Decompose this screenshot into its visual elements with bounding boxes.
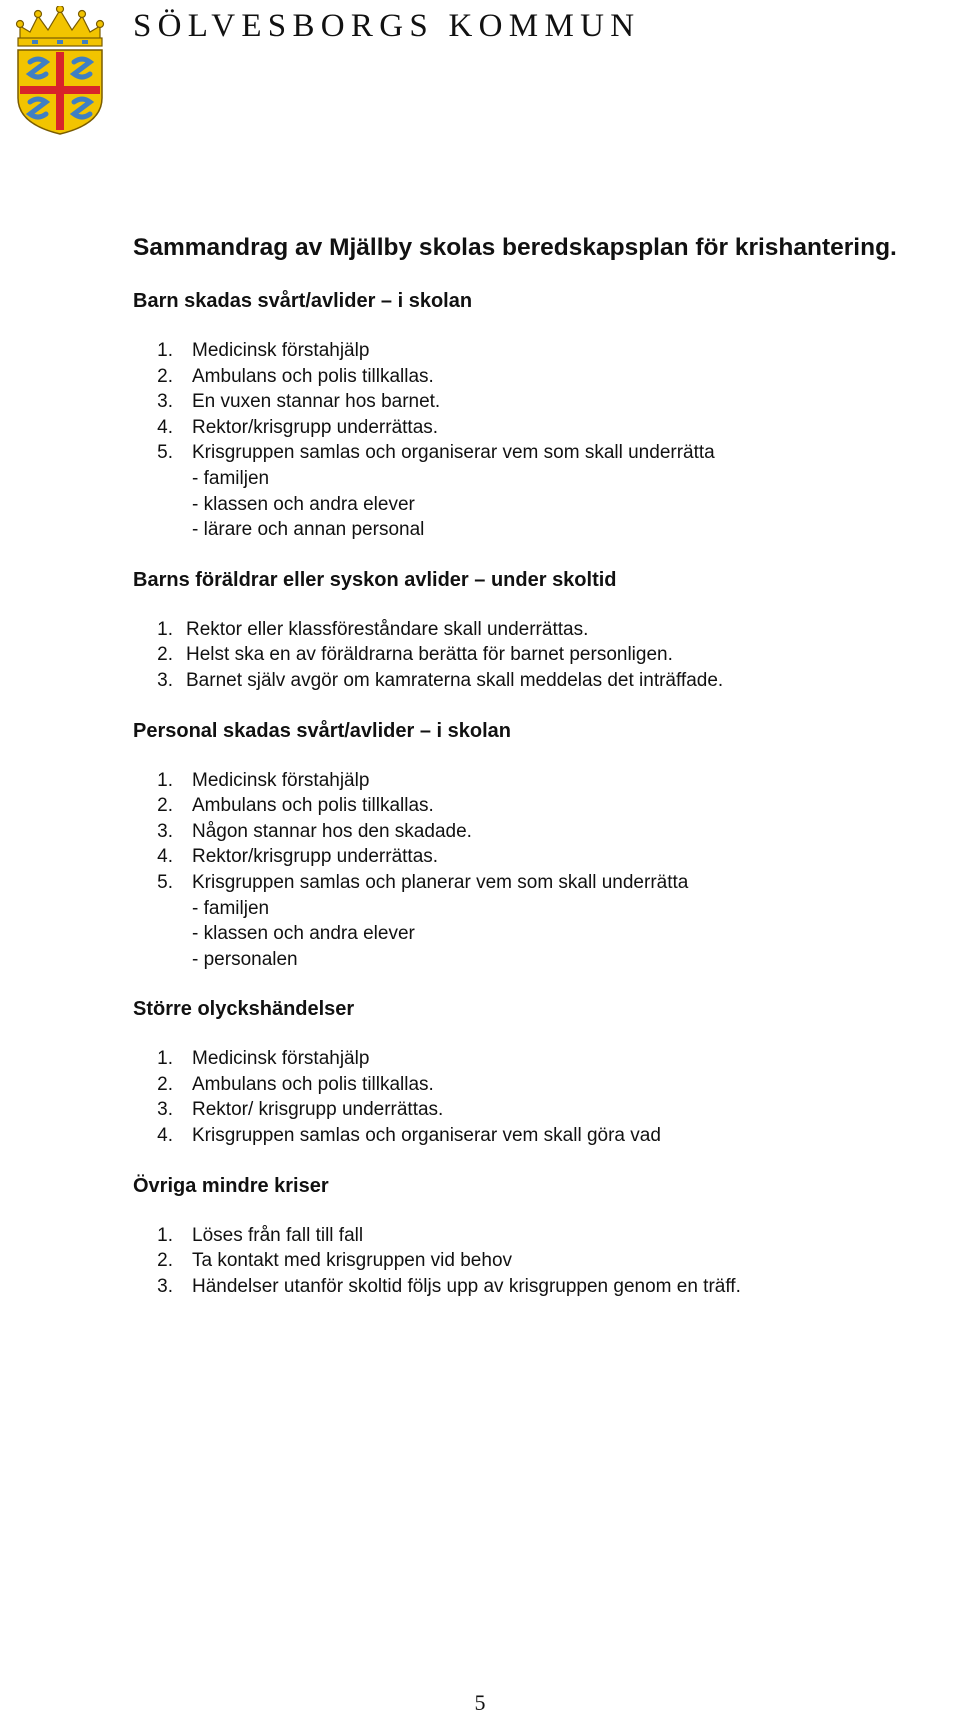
list-item-text: Rektor eller klassföreståndare skall underrättas.	[186, 618, 589, 640]
list-item	[133, 338, 943, 364]
list-item	[133, 415, 943, 441]
list-item	[133, 819, 943, 845]
list-item-body	[192, 1097, 943, 1123]
list-item	[133, 793, 943, 819]
document-title: Sammandrag av Mjällby skolas beredskapsplan för krishantering.	[133, 234, 897, 261]
list-item-number: 2.	[157, 1073, 173, 1095]
list-subitem: - familjen	[192, 467, 270, 489]
section	[133, 567, 943, 694]
municipality-name: SÖLVESBORGS KOMMUN	[133, 8, 641, 44]
list-item-body	[192, 844, 943, 870]
list-item-body	[192, 1248, 943, 1274]
list-item-body	[186, 642, 943, 668]
numbered-list	[133, 338, 943, 543]
list-item-number: 1.	[157, 618, 173, 640]
list-item	[133, 1274, 943, 1300]
list-item-text: Medicinsk förstahjälp	[192, 1048, 370, 1070]
list-item-body	[192, 870, 943, 972]
page-header	[0, 0, 960, 140]
list-item-number: 1.	[157, 1048, 173, 1070]
list-subitem: - klassen och andra elever	[192, 923, 415, 945]
sections-container	[133, 288, 943, 1299]
list-item-body	[192, 768, 943, 794]
list-item-body	[192, 440, 943, 542]
section	[133, 1173, 943, 1300]
numbered-list	[133, 768, 943, 973]
list-item-number: 2.	[157, 365, 173, 387]
list-item	[133, 870, 943, 972]
list-item-text: Barnet själv avgör om kamraterna skall meddelas det inträffade.	[186, 669, 724, 691]
list-item	[133, 1072, 943, 1098]
list-item-number: 4.	[157, 1125, 173, 1147]
list-item-number: 2.	[157, 644, 173, 666]
list-item-text: Krisgruppen samlas och organiserar vem skall göra vad	[192, 1125, 661, 1147]
section-heading: Större olyckshändelser	[133, 998, 355, 1021]
list-item-text: Medicinsk förstahjälp	[192, 769, 370, 791]
section	[133, 718, 943, 973]
list-item-text: Rektor/krisgrupp underrättas.	[192, 416, 439, 438]
list-item	[133, 844, 943, 870]
document-body	[133, 232, 943, 1299]
list-item-body	[192, 1223, 943, 1249]
section	[133, 288, 943, 543]
list-item	[133, 1097, 943, 1123]
list-item-number: 2.	[157, 1250, 173, 1272]
list-item-number: 4.	[157, 846, 173, 868]
list-item-text: Ta kontakt med krisgruppen vid behov	[192, 1250, 513, 1272]
list-item-number: 3.	[157, 391, 173, 413]
list-item-body	[186, 617, 943, 643]
list-item-text: Krisgruppen samlas och organiserar vem som skall underrätta	[192, 442, 715, 464]
list-item	[133, 389, 943, 415]
list-item-number: 3.	[157, 820, 173, 842]
list-item-text: Krisgruppen samlas och planerar vem som skall underrätta	[192, 871, 689, 893]
list-item-text: Händelser utanför skoltid följs upp av krisgruppen genom en träff.	[192, 1275, 741, 1297]
page-number: 5	[474, 1690, 486, 1715]
section-heading: Barns föräldrar eller syskon avlider – under skoltid	[133, 568, 617, 591]
list-item-body	[192, 793, 943, 819]
list-item-number: 4.	[157, 416, 173, 438]
list-item-number: 3.	[157, 669, 173, 691]
list-item-text: Medicinsk förstahjälp	[192, 340, 370, 361]
list-subitem: - personalen	[192, 948, 298, 970]
list-item-body	[192, 338, 943, 364]
section	[133, 996, 943, 1148]
list-item-text: Helst ska en av föräldrarna berätta för barnet personligen.	[186, 644, 673, 666]
list-item-number: 1.	[157, 1224, 173, 1246]
list-subitem: - familjen	[192, 897, 270, 919]
municipal-coat-of-arms-icon	[8, 6, 112, 138]
list-item	[133, 440, 943, 542]
list-item-body	[192, 1123, 943, 1149]
section-heading: Personal skadas svårt/avlider – i skolan	[133, 719, 511, 742]
list-item-text: Löses från fall till fall	[192, 1224, 364, 1246]
list-item-body	[192, 1072, 943, 1098]
list-item-body	[192, 364, 943, 390]
list-item	[133, 668, 943, 694]
list-item	[133, 1223, 943, 1249]
list-item-body	[186, 668, 943, 694]
list-subitem: - lärare och annan personal	[192, 519, 425, 541]
list-item-text: Rektor/krisgrupp underrättas.	[192, 846, 439, 868]
list-item-body	[192, 415, 943, 441]
list-item-body	[192, 389, 943, 415]
list-item-number: 1.	[157, 340, 173, 361]
list-item-text: Ambulans och polis tillkallas.	[192, 795, 434, 817]
numbered-list	[133, 617, 943, 694]
list-item-number: 5.	[157, 871, 173, 893]
list-item-number: 5.	[157, 442, 173, 464]
numbered-list	[133, 1223, 943, 1300]
numbered-list	[133, 1046, 943, 1148]
section-heading: Barn skadas svårt/avlider – i skolan	[133, 290, 473, 312]
list-item-body	[192, 1046, 943, 1072]
list-item-number: 3.	[157, 1099, 173, 1121]
section-heading: Övriga mindre kriser	[133, 1174, 329, 1197]
list-item-body	[192, 1274, 943, 1300]
list-item	[133, 364, 943, 390]
list-item-text: Ambulans och polis tillkallas.	[192, 1073, 434, 1095]
list-item-text: Rektor/ krisgrupp underrättas.	[192, 1099, 444, 1121]
list-item-text: Någon stannar hos den skadade.	[192, 820, 472, 842]
list-item-text: En vuxen stannar hos barnet.	[192, 391, 441, 413]
list-item	[133, 1248, 943, 1274]
list-item	[133, 617, 943, 643]
list-item-text: Ambulans och polis tillkallas.	[192, 365, 434, 387]
list-item-number: 1.	[157, 769, 173, 791]
list-item	[133, 1046, 943, 1072]
list-item-body	[192, 819, 943, 845]
list-subitem: - klassen och andra elever	[192, 493, 415, 515]
list-item-number: 3.	[157, 1275, 173, 1297]
list-item	[133, 1123, 943, 1149]
list-item	[133, 768, 943, 794]
list-item-number: 2.	[157, 795, 173, 817]
list-item	[133, 642, 943, 668]
